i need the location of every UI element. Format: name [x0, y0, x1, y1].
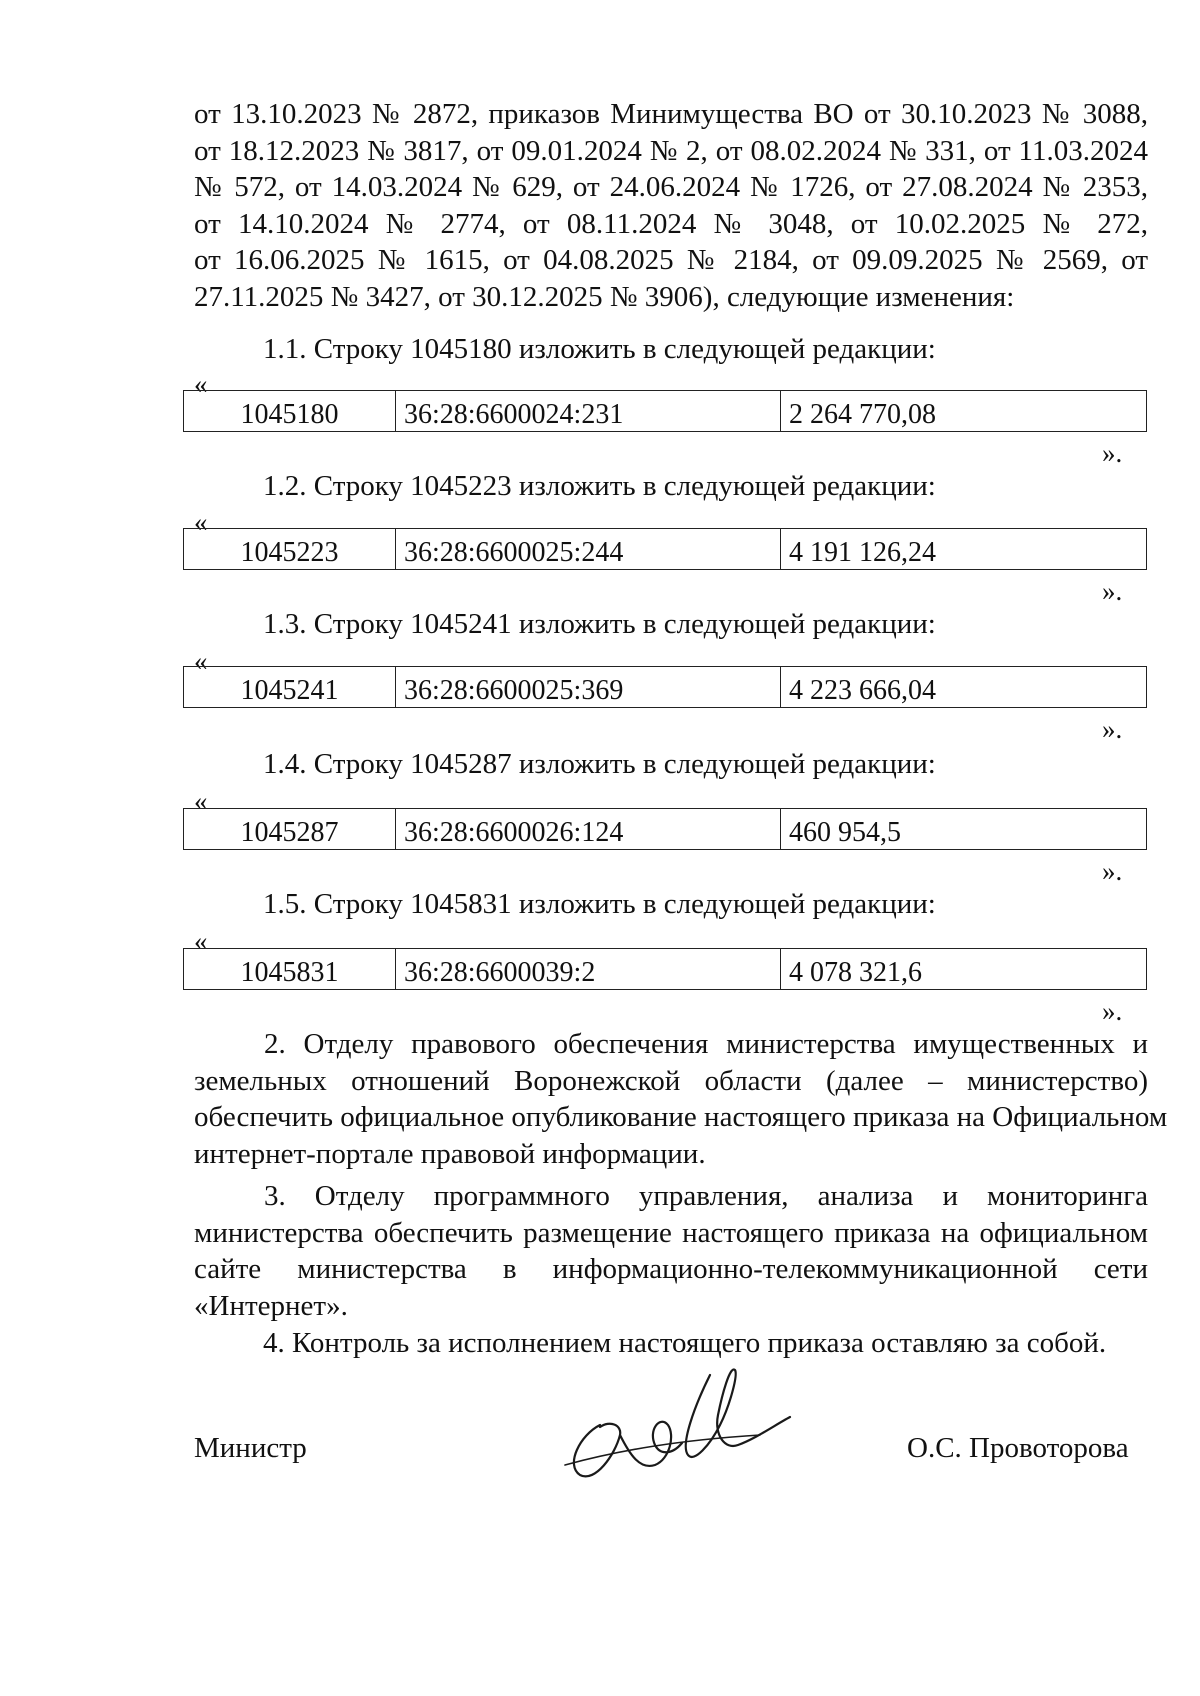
- row-cadastral-number: 36:28:6600026:124: [396, 809, 781, 850]
- item-heading: 1.5. Строку 1045831 изложить в следующей редакции:: [263, 888, 936, 920]
- paragraph-4: 4. Контроль за исполнением настоящего приказа оставляю за собой.: [263, 1327, 1107, 1359]
- paragraph-line: обеспечить официальное опубликование настоящего приказа на Официальном: [194, 1101, 1168, 1133]
- row-table: [183, 528, 1147, 570]
- intro-line: от 16.06.2025 № 1615, от 04.08.2025 № 2184, от 09.09.2025 № 2569, от: [194, 244, 1148, 276]
- table-row: [184, 391, 1147, 432]
- row-code: 1045241: [184, 667, 396, 708]
- quote-close: ».: [1102, 714, 1123, 744]
- intro-line: 27.11.2025 № 3427, от 30.12.2025 № 3906), следующие изменения:: [194, 280, 1015, 313]
- row-code: 1045180: [184, 391, 396, 432]
- paragraph-line: министерства обеспечить размещение настоящего приказа на официальном: [194, 1216, 1148, 1249]
- paragraph-line: 3. Отделу программного управления, анализа и мониторинга: [264, 1180, 1148, 1212]
- row-value: 4 078 321,6: [781, 949, 1147, 990]
- paragraph-line: интернет-портале правовой информации.: [194, 1137, 706, 1170]
- intro-line: от 18.12.2023 № 3817, от 09.01.2024 № 2, от 08.02.2024 № 331, от 11.03.2024: [194, 134, 1148, 167]
- row-table: [183, 948, 1147, 990]
- table-row: [184, 809, 1147, 850]
- row-code: 1045831: [184, 949, 396, 990]
- quote-open: «: [194, 926, 208, 956]
- quote-close: ».: [1102, 856, 1123, 886]
- row-value: 4 223 666,04: [781, 667, 1147, 708]
- row-value: 4 191 126,24: [781, 529, 1147, 570]
- paragraph-line: «Интернет».: [194, 1289, 348, 1322]
- row-cadastral-number: 36:28:6600039:2: [396, 949, 781, 990]
- quote-close: ».: [1102, 576, 1123, 606]
- quote-open: «: [194, 786, 208, 816]
- quote-close: ».: [1102, 996, 1123, 1026]
- paragraph-3: [194, 1178, 1148, 1324]
- item-heading: 1.1. Строку 1045180 изложить в следующей редакции:: [263, 333, 936, 365]
- quote-close: ».: [1102, 438, 1123, 468]
- row-table: [183, 666, 1147, 708]
- table-row: [184, 667, 1147, 708]
- table-row: [184, 529, 1147, 570]
- row-cadastral-number: 36:28:6600025:369: [396, 667, 781, 708]
- row-value: 460 954,5: [781, 809, 1147, 850]
- paragraph-line: земельных отношений Воронежской области (далее – министерство): [194, 1064, 1148, 1097]
- paragraph-2: [194, 1026, 1168, 1172]
- intro-line: от 13.10.2023 № 2872, приказов Минимущества ВО от 30.10.2023 № 3088,: [194, 98, 1148, 130]
- row-cadastral-number: 36:28:6600025:244: [396, 529, 781, 570]
- signatory-name: О.С. Провоторова: [907, 1432, 1129, 1464]
- intro-line: № 572, от 14.03.2024 № 629, от 24.06.2024 № 1726, от 27.08.2024 № 2353,: [194, 171, 1148, 203]
- intro-line: от 14.10.2024 № 2774, от 08.11.2024 № 3048, от 10.02.2025 № 272,: [194, 207, 1148, 240]
- paragraph-line: 2. Отделу правового обеспечения министерства имущественных и: [264, 1028, 1148, 1060]
- item-heading: 1.3. Строку 1045241 изложить в следующей редакции:: [263, 608, 936, 640]
- row-cadastral-number: 36:28:6600024:231: [396, 391, 781, 432]
- signatory-position: Министр: [194, 1432, 307, 1464]
- item-heading: 1.4. Строку 1045287 изложить в следующей редакции:: [263, 748, 936, 780]
- row-table: [183, 808, 1147, 850]
- row-value: 2 264 770,08: [781, 391, 1147, 432]
- handwritten-signature: [560, 1355, 800, 1485]
- row-table: [183, 390, 1147, 432]
- quote-open: «: [194, 507, 208, 537]
- item-heading: 1.2. Строку 1045223 изложить в следующей редакции:: [263, 470, 936, 502]
- row-code: 1045287: [184, 809, 396, 850]
- table-row: [184, 949, 1147, 990]
- quote-open: «: [194, 646, 208, 676]
- row-code: 1045223: [184, 529, 396, 570]
- intro-paragraph: [194, 96, 1148, 315]
- quote-open: «: [194, 369, 208, 399]
- paragraph-line: сайте министерства в информационно-телекоммуникационной сети: [194, 1253, 1148, 1285]
